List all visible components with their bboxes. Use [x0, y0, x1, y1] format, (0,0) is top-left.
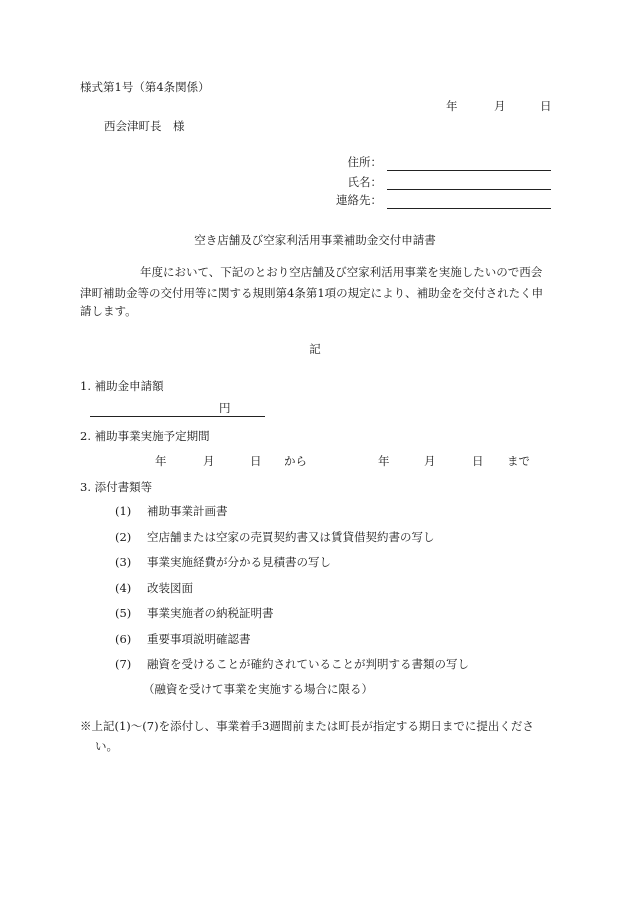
- address-line: [387, 170, 551, 171]
- name-line: [387, 189, 551, 190]
- date-year-label: 年: [446, 99, 458, 113]
- attachment-number: (4): [115, 581, 132, 595]
- period-from-year: 年: [155, 454, 167, 468]
- attachment-text: 空店舗または空家の売買契約書又は賃貸借契約書の写し: [147, 530, 435, 544]
- form-number: 様式第1号（第4条関係）: [80, 80, 210, 94]
- period-to-day: 日: [472, 454, 484, 468]
- attachment-number: (5): [115, 606, 132, 620]
- contact-line: [387, 208, 551, 209]
- footnote-line-1: ※上記(1)～(7)を添付し、事業着手3週間前または町長が指定する期日までに提出くださ: [80, 719, 534, 733]
- body-line-3: 請します。: [80, 304, 137, 318]
- attachment-text: 事業実施者の納税証明書: [147, 606, 274, 620]
- attachment-number: (7): [115, 657, 132, 671]
- ki-heading: 記: [309, 342, 321, 356]
- attachment-text: 補助事業計画書: [147, 504, 228, 518]
- attachment-text: 融資を受けることが確約されていることが判明する書類の写し: [147, 657, 469, 671]
- period-from-day: 日: [250, 454, 262, 468]
- date-day-label: 日: [540, 99, 552, 113]
- period-to-label: まで: [507, 454, 530, 468]
- amount-line: [90, 416, 265, 417]
- attachment-number: (1): [115, 504, 132, 518]
- address-label: 住所：: [347, 155, 382, 169]
- body-line-1: 年度において、下記のとおり空店舗及び空家利活用事業を実施したいので西会: [140, 265, 543, 279]
- period-to-month: 月: [424, 454, 436, 468]
- period-from-month: 月: [203, 454, 215, 468]
- attachment-text: 事業実施経費が分かる見積書の写し: [147, 555, 331, 569]
- attachment-number: (2): [115, 530, 132, 544]
- contact-label: 連絡先：: [336, 193, 382, 207]
- item3-heading: 3. 添付書類等: [80, 480, 153, 494]
- date-month-label: 月: [494, 99, 506, 113]
- attachment-number: (3): [115, 555, 132, 569]
- period-from-label: から: [284, 454, 307, 468]
- footnote-line-2: い。: [95, 739, 118, 753]
- period-to-year: 年: [378, 454, 390, 468]
- document-title: 空き店舗及び空家利活用事業補助金交付申請書: [194, 233, 436, 247]
- addressee: 西会津町長 様: [104, 119, 185, 133]
- item2-heading: 2. 補助事業実施予定期間: [80, 429, 210, 443]
- body-line-2: 津町補助金等の交付用等に関する規則第4条第1項の規定により、補助金を交付されたく申: [80, 286, 544, 300]
- attachment-text: 改装図面: [147, 581, 193, 595]
- attachment-7-note: （融資を受けて事業を実施する場合に限る）: [143, 682, 373, 696]
- attachment-number: (6): [115, 632, 132, 646]
- item1-heading: 1. 補助金申請額: [80, 379, 164, 393]
- attachment-text: 重要事項説明確認書: [147, 632, 251, 646]
- amount-unit: 円: [219, 401, 231, 415]
- name-label: 氏名：: [347, 175, 382, 189]
